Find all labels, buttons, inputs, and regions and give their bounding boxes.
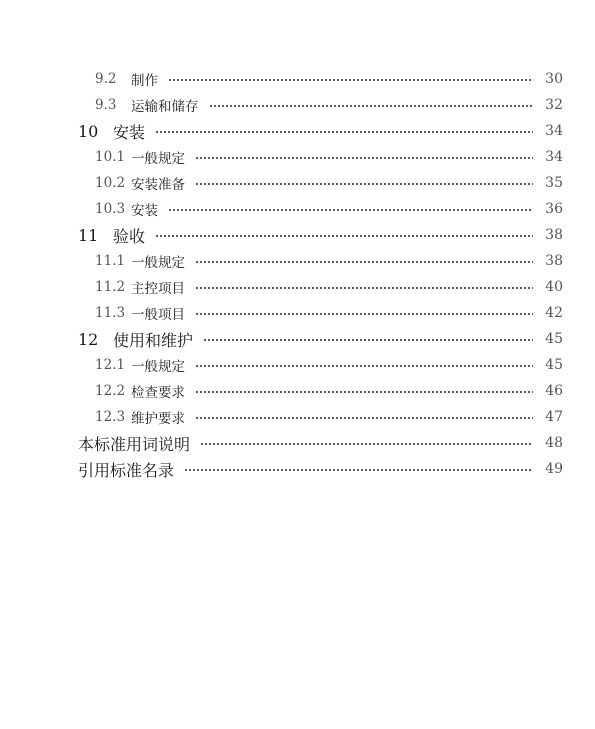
dot-leader [155, 131, 533, 133]
toc-entry[interactable] [0, 274, 595, 300]
toc-entry-number: 11.1 [95, 253, 126, 269]
toc-entry-number: 12.2 [95, 383, 126, 399]
dot-leader [168, 79, 533, 81]
toc-entry-number: 12.3 [95, 409, 126, 425]
toc-entry-number: 11.3 [95, 305, 126, 321]
toc-entry-page: 45 [545, 357, 563, 373]
toc-entry-page: 32 [545, 97, 563, 113]
toc-entry-number: 11.2 [95, 279, 126, 295]
toc-entry-page: 47 [545, 409, 563, 425]
toc-entry-page: 30 [545, 71, 563, 87]
toc-entry-page: 38 [545, 227, 563, 243]
toc-entry-page: 36 [545, 201, 563, 217]
toc-entry-page: 46 [545, 383, 563, 399]
toc-entry-title: 安装 [131, 203, 158, 219]
table-of-contents [0, 66, 595, 482]
toc-entry-number: 9.3 [95, 97, 117, 113]
toc-entry[interactable] [0, 248, 595, 274]
dot-leader [195, 417, 533, 419]
toc-entry-number: 10.3 [95, 201, 126, 217]
toc-entry[interactable] [0, 404, 595, 430]
toc-entry-page: 48 [545, 435, 563, 451]
toc-entry[interactable] [0, 66, 595, 92]
toc-entry[interactable] [0, 92, 595, 118]
toc-entry-title: 一般规定 [131, 359, 185, 375]
toc-entry-number: 9.2 [95, 71, 117, 87]
toc-entry[interactable] [0, 300, 595, 326]
toc-entry-title: 验收 [113, 226, 146, 246]
toc-entry-title: 制作 [131, 73, 158, 89]
toc-entry-title: 运输和储存 [131, 99, 199, 115]
toc-entry[interactable] [0, 378, 595, 404]
toc-entry-number: 10.2 [95, 175, 126, 191]
toc-entry-title: 一般规定 [131, 255, 185, 271]
dot-leader [209, 105, 534, 107]
toc-entry-title: 本标准用词说明 [78, 434, 191, 454]
toc-entry-number: 10.1 [95, 149, 126, 165]
toc-entry-number: 12.1 [95, 357, 126, 373]
dot-leader [195, 261, 533, 263]
dot-leader [195, 365, 533, 367]
toc-entry[interactable] [0, 196, 595, 222]
toc-entry-title: 一般项目 [131, 307, 185, 323]
toc-entry-number: 10 [78, 121, 99, 141]
dot-leader [203, 339, 533, 341]
toc-chapter[interactable] [0, 326, 595, 352]
toc-entry-page: 34 [545, 123, 563, 139]
dot-leader [200, 443, 533, 445]
toc-entry-page: 49 [545, 461, 563, 477]
dot-leader [195, 183, 533, 185]
toc-entry-page: 45 [545, 331, 563, 347]
toc-entry[interactable] [0, 144, 595, 170]
toc-appendix[interactable] [0, 456, 595, 482]
dot-leader [195, 391, 533, 393]
toc-entry-number: 11 [78, 225, 99, 245]
dot-leader [155, 235, 533, 237]
toc-chapter[interactable] [0, 222, 595, 248]
toc-entry-title: 一般规定 [131, 151, 185, 167]
toc-entry-title: 维护要求 [131, 411, 185, 427]
toc-entry[interactable] [0, 352, 595, 378]
toc-entry-title: 主控项目 [131, 281, 185, 297]
toc-entry-title: 引用标准名录 [78, 460, 175, 480]
toc-entry-page: 40 [545, 279, 563, 295]
toc-entry-title: 安装 [113, 122, 146, 142]
toc-entry-title: 使用和维护 [113, 330, 194, 350]
dot-leader [195, 157, 533, 159]
toc-entry[interactable] [0, 170, 595, 196]
toc-entry-title: 安装准备 [131, 177, 185, 193]
toc-entry-page: 34 [545, 149, 563, 165]
toc-chapter[interactable] [0, 118, 595, 144]
toc-entry-title: 检查要求 [131, 385, 185, 401]
dot-leader [195, 287, 533, 289]
dot-leader [184, 469, 533, 471]
toc-entry-number: 12 [78, 329, 99, 349]
toc-entry-page: 42 [545, 305, 563, 321]
dot-leader [168, 209, 533, 211]
toc-entry-page: 38 [545, 253, 563, 269]
dot-leader [195, 313, 533, 315]
toc-appendix[interactable] [0, 430, 595, 456]
toc-entry-page: 35 [545, 175, 563, 191]
